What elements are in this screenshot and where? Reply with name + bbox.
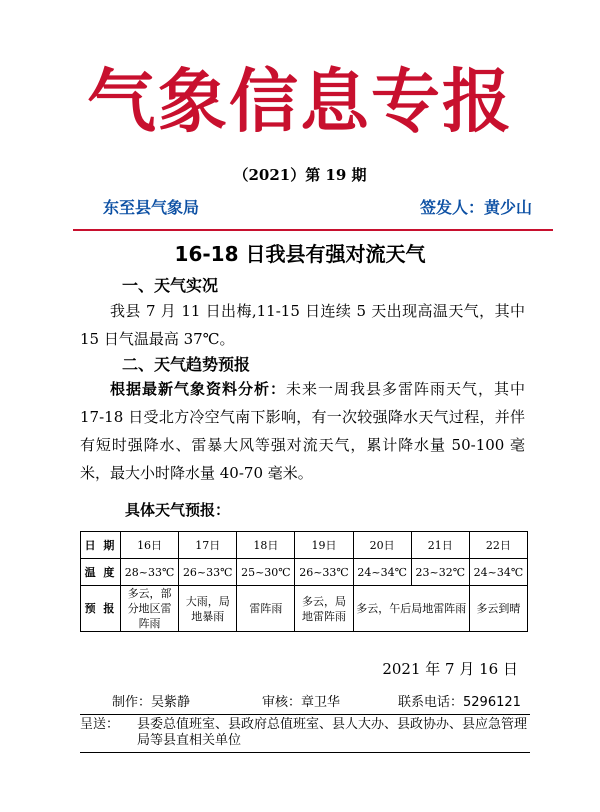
temp-cell: 24~34℃: [353, 559, 411, 586]
reviewer-credit: 审核：章卫华: [262, 695, 341, 710]
temp-cell: 26~33℃: [179, 559, 237, 586]
distribution-label: 呈送：: [80, 717, 120, 732]
temp-cell: 25~30℃: [237, 559, 295, 586]
date-cell: 19日: [295, 532, 353, 559]
date-cell: 22日: [469, 532, 527, 559]
issue-number: （2021）第 19 期: [233, 166, 367, 184]
row-header-weather: 预 报: [81, 586, 121, 632]
weather-cell: 大雨，局地暴雨: [179, 586, 237, 632]
temp-cell: 24~34℃: [469, 559, 527, 586]
date-cell: 21日: [411, 532, 469, 559]
observations-text: 我县 7 月 11 日出梅,11-15 日连续 5 天出现高温天气，其中 15 日气温最高 37℃。: [80, 302, 525, 348]
date-cell: 16日: [121, 532, 179, 559]
footer-divider-bottom: [80, 752, 530, 753]
weather-cell: 雷阵雨: [237, 586, 295, 632]
date-cell: 17日: [179, 532, 237, 559]
section-body-observations: [80, 297, 525, 353]
temp-cell: 23~32℃: [411, 559, 469, 586]
temp-cell: 28~33℃: [121, 559, 179, 586]
table-row-dates: [81, 532, 528, 559]
weather-cell: 多云到晴: [469, 586, 527, 632]
section-heading-observations: 一、天气实况: [122, 276, 219, 295]
issue-date: 2021 年 7 月 16 日: [382, 660, 518, 678]
date-cell: 20日: [353, 532, 411, 559]
forecast-table: [80, 531, 528, 632]
section-body-trend: [80, 375, 525, 487]
header-divider: [73, 229, 553, 231]
issuing-agency: 东至县气象局: [103, 198, 200, 217]
trend-lead: 根据最新气象资料分析：: [110, 380, 286, 398]
temp-cell: 26~33℃: [295, 559, 353, 586]
contact-phone: 联系电话：5296121: [398, 695, 521, 710]
trend-text: 未来一周我县多雷阵雨天气，其中 17-18 日受北方冷空气南下影响，有一次较强降水天气过程，并伴有短时强降水、雷暴大风等强对流天气，累计降水量 50-100 毫米，最大小时降水量 40-70 毫米。: [80, 380, 525, 482]
table-row-weather: [81, 586, 528, 632]
report-headline: 16-18 日我县有强对流天气: [174, 242, 426, 266]
forecast-title: 具体天气预报：: [125, 501, 231, 519]
footer-divider-top: [80, 714, 530, 715]
masthead-title: 气象信息专报: [87, 62, 513, 142]
row-header-date: 日 期: [81, 532, 121, 559]
distribution-text: 县委总值班室、县政府总值班室、县人大办、县政协办、县应急管理局等县直相关单位: [137, 717, 528, 748]
date-cell: 18日: [237, 532, 295, 559]
section-heading-trend: 二、天气趋势预报: [122, 355, 251, 374]
weather-cell: 多云，局地雷阵雨: [295, 586, 353, 632]
row-header-temp: 温 度: [81, 559, 121, 586]
author-credit: 制作：吴紫静: [112, 695, 191, 710]
signer: 签发人：黄少山: [419, 198, 532, 217]
table-row-temps: [81, 559, 528, 586]
weather-cell: 多云，部分地区雷阵雨: [121, 586, 179, 632]
weather-cell: 多云，午后局地雷阵雨: [353, 586, 469, 632]
